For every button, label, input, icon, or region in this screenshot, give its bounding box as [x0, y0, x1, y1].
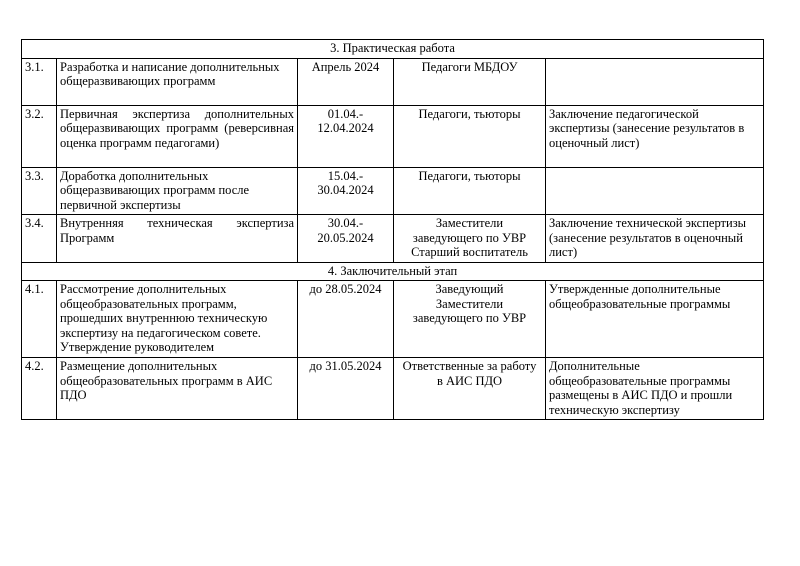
section-title: 3. Практическая работа: [22, 40, 764, 59]
table-row: [22, 281, 764, 358]
section-header-row: [22, 262, 764, 281]
responsible-cell: Педагоги, тьюторы: [394, 167, 546, 215]
row-number: 3.1.: [22, 58, 57, 105]
row-number: 3.4.: [22, 215, 57, 263]
date-cell: до 28.05.2024: [298, 281, 394, 358]
responsible-cell: Педагоги МБДОУ: [394, 58, 546, 105]
row-number: 4.2.: [22, 358, 57, 420]
result-cell: [546, 167, 764, 215]
date-cell: 30.04.- 20.05.2024: [298, 215, 394, 263]
table-row: [22, 105, 764, 167]
result-cell: Утвержденные дополнительные общеобразовательные программы: [546, 281, 764, 358]
date-cell: 01.04.- 12.04.2024: [298, 105, 394, 167]
row-number: 3.2.: [22, 105, 57, 167]
table-row: [22, 358, 764, 420]
row-number: 4.1.: [22, 281, 57, 358]
task-cell: Размещение дополнительных общеобразовательных программ в АИС ПДО: [57, 358, 298, 420]
date-cell: до 31.05.2024: [298, 358, 394, 420]
work-plan-table: [21, 39, 764, 420]
table-row: [22, 58, 764, 105]
date-cell: Апрель 2024: [298, 58, 394, 105]
date-cell: 15.04.- 30.04.2024: [298, 167, 394, 215]
section-title: 4. Заключительный этап: [22, 262, 764, 281]
result-cell: Заключение педагогической экспертизы (занесение результатов в оценочный лист): [546, 105, 764, 167]
responsible-cell: Заместители заведующего по УВР Старший воспитатель: [394, 215, 546, 263]
task-cell: Рассмотрение дополнительных общеобразовательных программ, прошедших внутреннюю техническую экспертизу на педагогическом совете. Утверждение руководителем: [57, 281, 298, 358]
table-row: [22, 215, 764, 263]
result-cell: [546, 58, 764, 105]
table-row: [22, 167, 764, 215]
margin-mark: [21, 419, 33, 420]
responsible-cell: Заведующий Заместители заведующего по УВР: [394, 281, 546, 358]
result-cell: Дополнительные общеобразовательные программы размещены в АИС ПДО и прошли техническую экспертизу: [546, 358, 764, 420]
section-header-row: [22, 40, 764, 59]
task-cell: Внутренняя техническая экспертиза Программ: [57, 215, 298, 263]
task-cell: Первичная экспертиза дополнительных общеразвивающих программ (реверсивная оценка программ педагогами): [57, 105, 298, 167]
result-cell: Заключение технической экспертизы (занесение результатов в оценочный лист): [546, 215, 764, 263]
responsible-cell: Педагоги, тьюторы: [394, 105, 546, 167]
task-cell: Доработка дополнительных общеразвивающих программ после первичной экспертизы: [57, 167, 298, 215]
task-cell: Разработка и написание дополнительных общеразвивающих программ: [57, 58, 298, 105]
responsible-cell: Ответственные за работу в АИС ПДО: [394, 358, 546, 420]
row-number: 3.3.: [22, 167, 57, 215]
